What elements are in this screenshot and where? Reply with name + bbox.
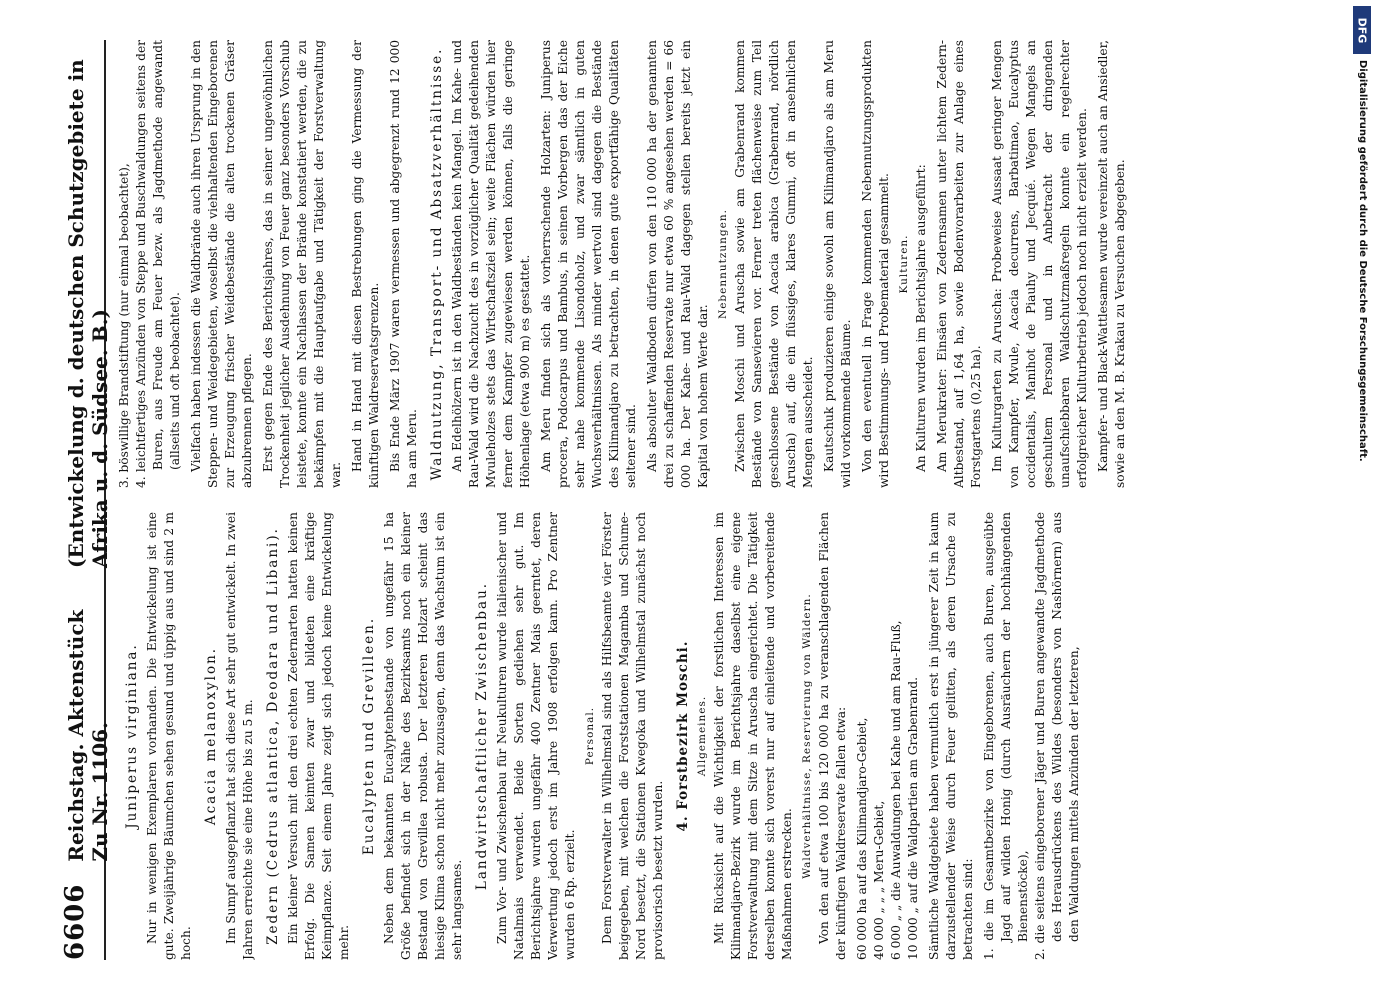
dfg-logo xyxy=(1353,6,1371,54)
section-heading-moschi: 4. Forstbezirk Moschi. xyxy=(675,640,691,832)
paragraph-eucalypten: Neben dem bekannten Eucalyptenbestande von ungefähr 15 ha Größe befindet sich in der Nähe des Bezirksamts noch ein kleiner Bestand von Grevillea robusta. Der letzteren Holzart scheint das hiesige Klima schon nicht mehr zuzusagen, denn das Wachstum ist ein sehr langsames. xyxy=(382,512,464,960)
cause-list xyxy=(981,512,1083,960)
section-heading-zedern: Zedern (Cedrus atlantica, Deodara und Libani). xyxy=(265,527,281,945)
paragraph-personal: Dem Forstverwalter in Wilhelmstal sind als Hilfsbeamte vier Förster beigegeben, mit welchen die Forststationen Magamba und Schume-Nord besetzt, die Stationen Kwegoka und Wilhelmstal zunächst noch provisorisch besetzt wurden. xyxy=(600,512,665,960)
paragraph-allgemeines: Mit Rücksicht auf die Wichtigkeit der forstlichen Interessen im Kilimandjaro-Bezirk wurde im Berichtsjahre daselbst eine eigene Forstverwaltung mit dem Sitze in Aruscha eingerichtet. Die Tätigkeit derselben konnte sich vorerst nur auf einleitende und vorbereitende Maßnahmen erstrecken. xyxy=(712,512,794,960)
page-header xyxy=(60,40,112,960)
subheading-kulturen: Kulturen. xyxy=(898,234,910,294)
left-column xyxy=(116,512,1360,960)
paragraph-kautschuk: Kautschuk produzieren einige sowohl am Kilimandjaro als am Meru wild vorkommende Bäume. xyxy=(822,40,853,488)
subheading-allgemeines: Allgemeines. xyxy=(696,695,708,777)
paragraph-kampfer: Kampfer- und Black-Wattlesamen wurde vereinzelt auch an Ansiedler, sowie an den M. B. Krakau zu Versuchen abgegeben. xyxy=(1096,40,1127,488)
cause-item: 4. leichtfertiges Anzünden von Steppe und Buschwaldungen seitens der Buren, aus Freude am Feuer bezw. als Jagdmethode angewandt (allseits und oft beobachtet). xyxy=(134,40,182,488)
paragraph-waldverhaeltnisse: Von den auf etwa 100 bis 120 000 ha zu veranschlagenden Flächen der künftigen Waldreservate fallen etwa: xyxy=(817,512,848,960)
paragraph-kulturgarten: Im Kulturgarten zu Aruscha: Probeweise Aussaat geringer Mengen von Kampfer, Mvule, Acacia decurrens, Barbatimao, Eucalyptus occidentalis, Manihot de Piauhy und Jecquié. Wegen Mangels an geschultem Personal und in Anbetracht der dringenden unaufschiebbaren Waldschutzmaßregeln konnte ein regelrechter erfolgreicher Kulturbetrieb jedoch noch nicht erzielt werden. xyxy=(990,40,1089,488)
paragraph-kulturen-intro: An Kulturen wurden im Berichtsjahre ausgeführt: xyxy=(914,164,928,472)
cause-list-continued xyxy=(116,40,184,488)
page-content xyxy=(60,40,1360,960)
paragraph-waldbraende: Vielfach haben indessen die Waldbrände auch ihren Ursprung in den Steppen- und Weidegebieten, woselbst die viehhaltenden Eingeborenen zur Erzeugung frischer Weidebestände die alten trockenen Gräser abzubrennen pflegen. xyxy=(189,40,254,488)
paragraph-waldgebiete: Sämtliche Waldgebiete haben vermutlich erst in jüngerer Zeit in kaum darzustellender Weise durch Feuer gelitten, als deren Ursache zu betrachten sind: xyxy=(927,512,975,960)
paragraph-acacia: Im Sumpf ausgepflanzt hat sich diese Art sehr gut entwickelt. In zwei Jahren erreichte sie eine Höhe bis zu 5 m. xyxy=(224,512,255,960)
paragraph-edelhoelzer: An Edelhölzern ist in den Waldbeständen kein Mangel. Im Kahe- und Rau-Wald wird die Nachzucht des in vorzüglicher Qualität gedeihenden Mvuleholzes stets das Wirtschaftsziel sein; weite Flächen würden hier ferner dem Kampfer zugewiesen werden können, falls die geringe Höhenlage (etwa 900 m) es gestattet. xyxy=(450,40,532,488)
text-columns xyxy=(116,40,1360,960)
area-list xyxy=(854,512,922,960)
cause-item: 1. die im Gesamtbezirke von Eingeborenen, auch Buren, ausgeübte Jagd auf wilden Honig (durch Ausräuchern der hochhängenden Bienenstöcke), xyxy=(982,512,1030,960)
area-item: 40 000 „ „ „ Meru-Gebiet, xyxy=(872,800,886,960)
paragraph-vermessen: Bis Ende März 1907 waren vermessen und abgegrenzt rund 12 000 ha am Meru. xyxy=(388,40,419,488)
page-number: 6606 xyxy=(60,883,90,960)
paragraph-meru-holzarten: Am Meru finden sich als vorherrschende Holzarten: Juniperus procera, Podocarpus und Bambus, in seinen Vorbergen das der Eiche sehr nahe kommende Lisondoholz, und zwar sämtlich in guten Wuchsverhältnissen. Als minder wertvoll sind dagegen die Bestände des Kilimandjaro zu betrachten, in denen gute exportfähige Qualitäten seltener sind. xyxy=(539,40,638,488)
cause-item: 2. die seitens eingeborener Jäger und Buren angewandte Jagdmethode des Herausdrückens des Wildes (besonders von Nashörnern) aus den Waldungen mittels Anzünden der letzteren, xyxy=(1033,512,1081,960)
subheading-waldverhaeltnisse: Waldverhältnisse, Reservierung von Wäldern. xyxy=(801,593,813,879)
paragraph-probematerial: Von den eventuell in Frage kommenden Nebennutzungsprodukten wird Bestimmungs- und Probematerial gesammelt. xyxy=(860,40,891,488)
section-heading-eucalypten: Eucalypten und Grevilleen. xyxy=(361,616,377,856)
paragraph-zedern: Ein kleiner Versuch mit den drei echten Zedernarten hatten keinen Erfolg. Die Samen keimten zwar und bildeten eine kräftige Keimpflanze. Seit einem Jahre zeigt sich jedoch keine Entwickelung mehr. xyxy=(286,512,351,960)
digitization-credit xyxy=(1350,0,1383,1000)
credit-text-box xyxy=(1354,60,1368,720)
page-title: Reichstag. Aktenstück Zu Nr. 1106. xyxy=(64,609,112,862)
section-heading-personal: Personal. xyxy=(584,706,596,766)
dfg-logo-text: DFG xyxy=(1355,17,1369,43)
paragraph-trockenheit: Erst gegen Ende des Berichtsjahres, das in seiner ungewöhnlichen Trockenheit jeglicher Ausdehnung von Feuer ganz besonders Vorschub leistete, konnte ein Nachlassen der Brände konstatiert werden, die zu bekämpfen mit die Hauptaufgabe und Tätigkeit der Forstverwaltung war. xyxy=(261,40,343,488)
right-column xyxy=(116,40,1360,488)
section-heading-zwischenbau: Landwirtschaftlicher Zwischenbau. xyxy=(474,581,490,891)
subheading-nebennutzungen: Nebennutzungen. xyxy=(717,209,729,319)
section-heading-acacia: Acacia melanoxylon. xyxy=(203,646,219,826)
area-item: 6 000 „ „ die Auwaldungen bei Kahe und am Rau-Fluß, xyxy=(889,620,903,960)
area-item: 10 000 „ auf die Waldpartien am Grabenrand. xyxy=(906,676,920,960)
cause-item: 3. böswillige Brandstiftung (nur einmal beobachtet), xyxy=(117,163,131,488)
paragraph-sansevieren: Zwischen Moschi und Aruscha sowie am Grabenrand kommen Bestände von Sansevieren vor. Ferner treten flächenweise zum Teil geschlossene Bestände von Acacia arabica (Grabenrand, nördlich Aruscha) auf, die ein flüssiges, klares Gummi, oft in ansehnlichen Mengen ausscheidet. xyxy=(733,40,815,488)
section-heading-juniperus: Juniperus virginiana. xyxy=(124,643,140,829)
area-item: 60 000 ha auf das Kilimandjaro-Gebiet, xyxy=(855,717,869,960)
credit-text: Digitalisierung gefördert durch die Deutsche Forschungsgemeinschaft. xyxy=(1357,60,1368,462)
paragraph-waldboden: Als absoluter Waldboden dürfen von den 110 000 ha der genannten drei zu schaffenden Reservate nur etwa 60 % angesehen werden = 66 000 ha. Der Kahe- und Rau-Wald dagegen stellen bereits jetzt ein Kapital von hohem Werte dar. xyxy=(645,40,710,488)
section-heading-waldnutzung: Waldnutzung, Transport- und Absatzverhältnisse. xyxy=(429,47,445,481)
paragraph-juniperus: Nur in wenigen Exemplaren vorhanden. Die Entwickelung ist eine gute. Zweijährige Bäumchen sehen gesund und üppig aus und sind 2 m hoch. xyxy=(145,512,193,960)
paragraph-zwischenbau: Zum Vor- und Zwischenbau für Neukulturen wurde italienischer und Natalmais verwendet. Beide Sorten gediehen sehr gut. Im Berichtsjahre wurden ungefähr 400 Zentner Mais geerntet, deren Verwertung jedoch erst im Jahre 1908 erfolgen kann. Pro Zentner wurden 6 Rp. erzielt. xyxy=(495,512,577,960)
paragraph-vermessung: Hand in Hand mit diesen Bestrebungen ging die Vermessung der künftigen Waldreservatsgrenzen. xyxy=(350,40,381,488)
page-subtitle: (Entwickelung d. deutschen Schutzgebiete in Afrika u. d. Südsee. B.) xyxy=(64,59,112,568)
paragraph-merukrater: Am Merukrater: Einsäen von Zedernsamen unter lichtem Zedern-Altbestand, auf 1,64 ha, sowie Bodenvorarbeiten zur Anlage eines Forstgartens (0,25 ha). xyxy=(935,40,983,488)
